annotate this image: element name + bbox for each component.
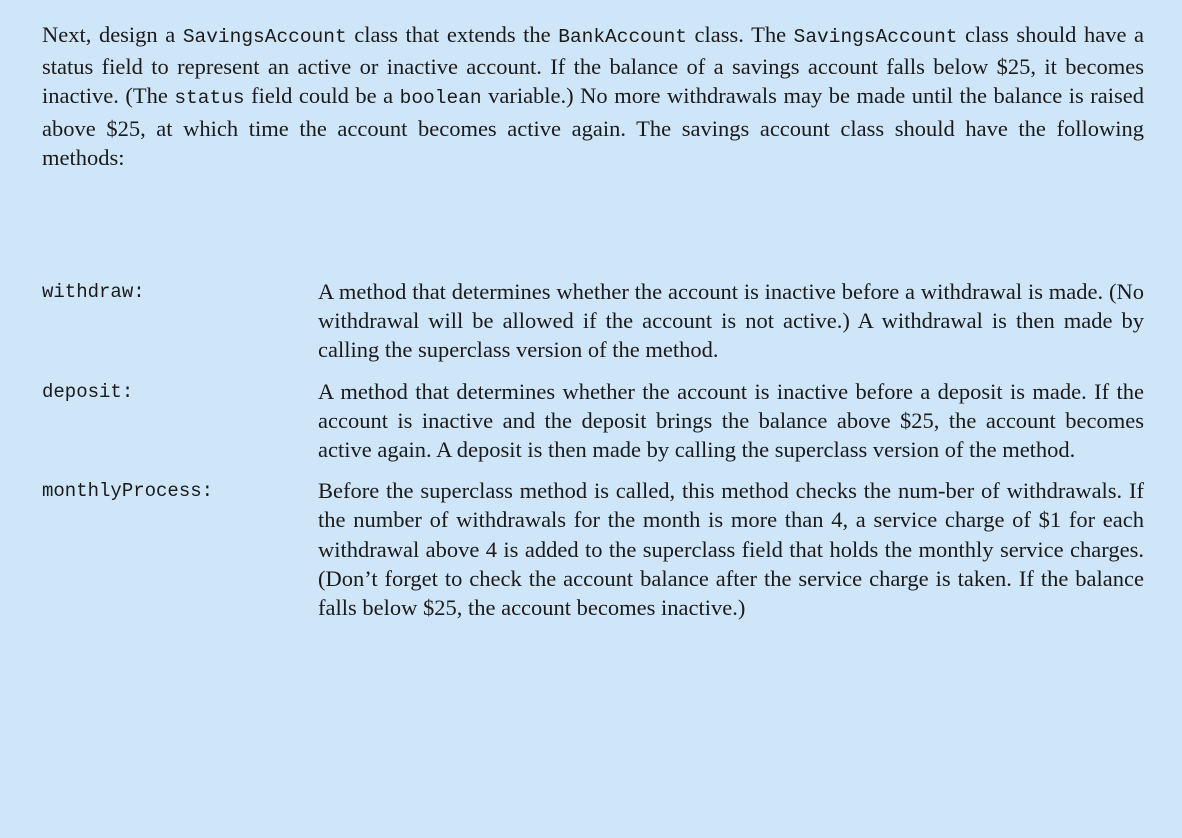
intro-text-5: field could be a xyxy=(244,83,400,109)
intro-text-2: class that extends the xyxy=(346,22,559,47)
method-name: deposit: xyxy=(42,380,134,403)
method-name: withdraw: xyxy=(42,281,145,303)
method-row-monthlyprocess xyxy=(42,476,1144,622)
class-name-savingsaccount-2: SavingsAccount xyxy=(793,26,958,48)
field-name-status: status xyxy=(174,87,245,110)
method-row-withdraw xyxy=(42,277,1144,365)
method-description: A method that determines whether the account is inactive before a withdrawal is made. (No withdrawal will be allowed if the account is not active.) A withdrawal is then made by calling the superclass version of the method. xyxy=(318,279,1144,363)
class-name-bankaccount: BankAccount xyxy=(558,26,687,48)
intro-text-3: class. The xyxy=(686,22,794,47)
methods-list xyxy=(42,277,1144,634)
intro-text-4: class should have a status field to represent an active or inactive account. If the balance of a savings account falls below $25, it becomes inactive. (The xyxy=(42,22,1144,109)
intro-paragraph xyxy=(42,20,1144,172)
method-name: monthlyProcess: xyxy=(42,480,214,503)
intro-text-6: variable.) No more withdrawals may be made until the balance is raised above $25, at which time the account becomes active again. The savings account class should have the following methods: xyxy=(42,83,1144,170)
method-description: A method that determines whether the account is inactive before a deposit is made. If the account is inactive and the deposit brings the balance above $25, the account becomes active again. A deposit is then made by calling the superclass version of the method. xyxy=(318,378,1144,463)
intro-text-1: Next, design a xyxy=(42,22,183,47)
type-name-boolean: boolean xyxy=(399,87,482,110)
method-description: Before the superclass method is called, this method checks the num-ber of withdrawals. If the number of withdrawals for the month is more than 4, a service charge of $1 for each withdrawal above 4 is added to the superclass field that holds the monthly service charges. (Don’t forget to check the account balance after the service charge is taken. If the balance falls below $25, the account becomes inactive.) xyxy=(318,478,1144,621)
class-name-savingsaccount: SavingsAccount xyxy=(182,26,347,48)
method-row-deposit xyxy=(42,377,1144,465)
